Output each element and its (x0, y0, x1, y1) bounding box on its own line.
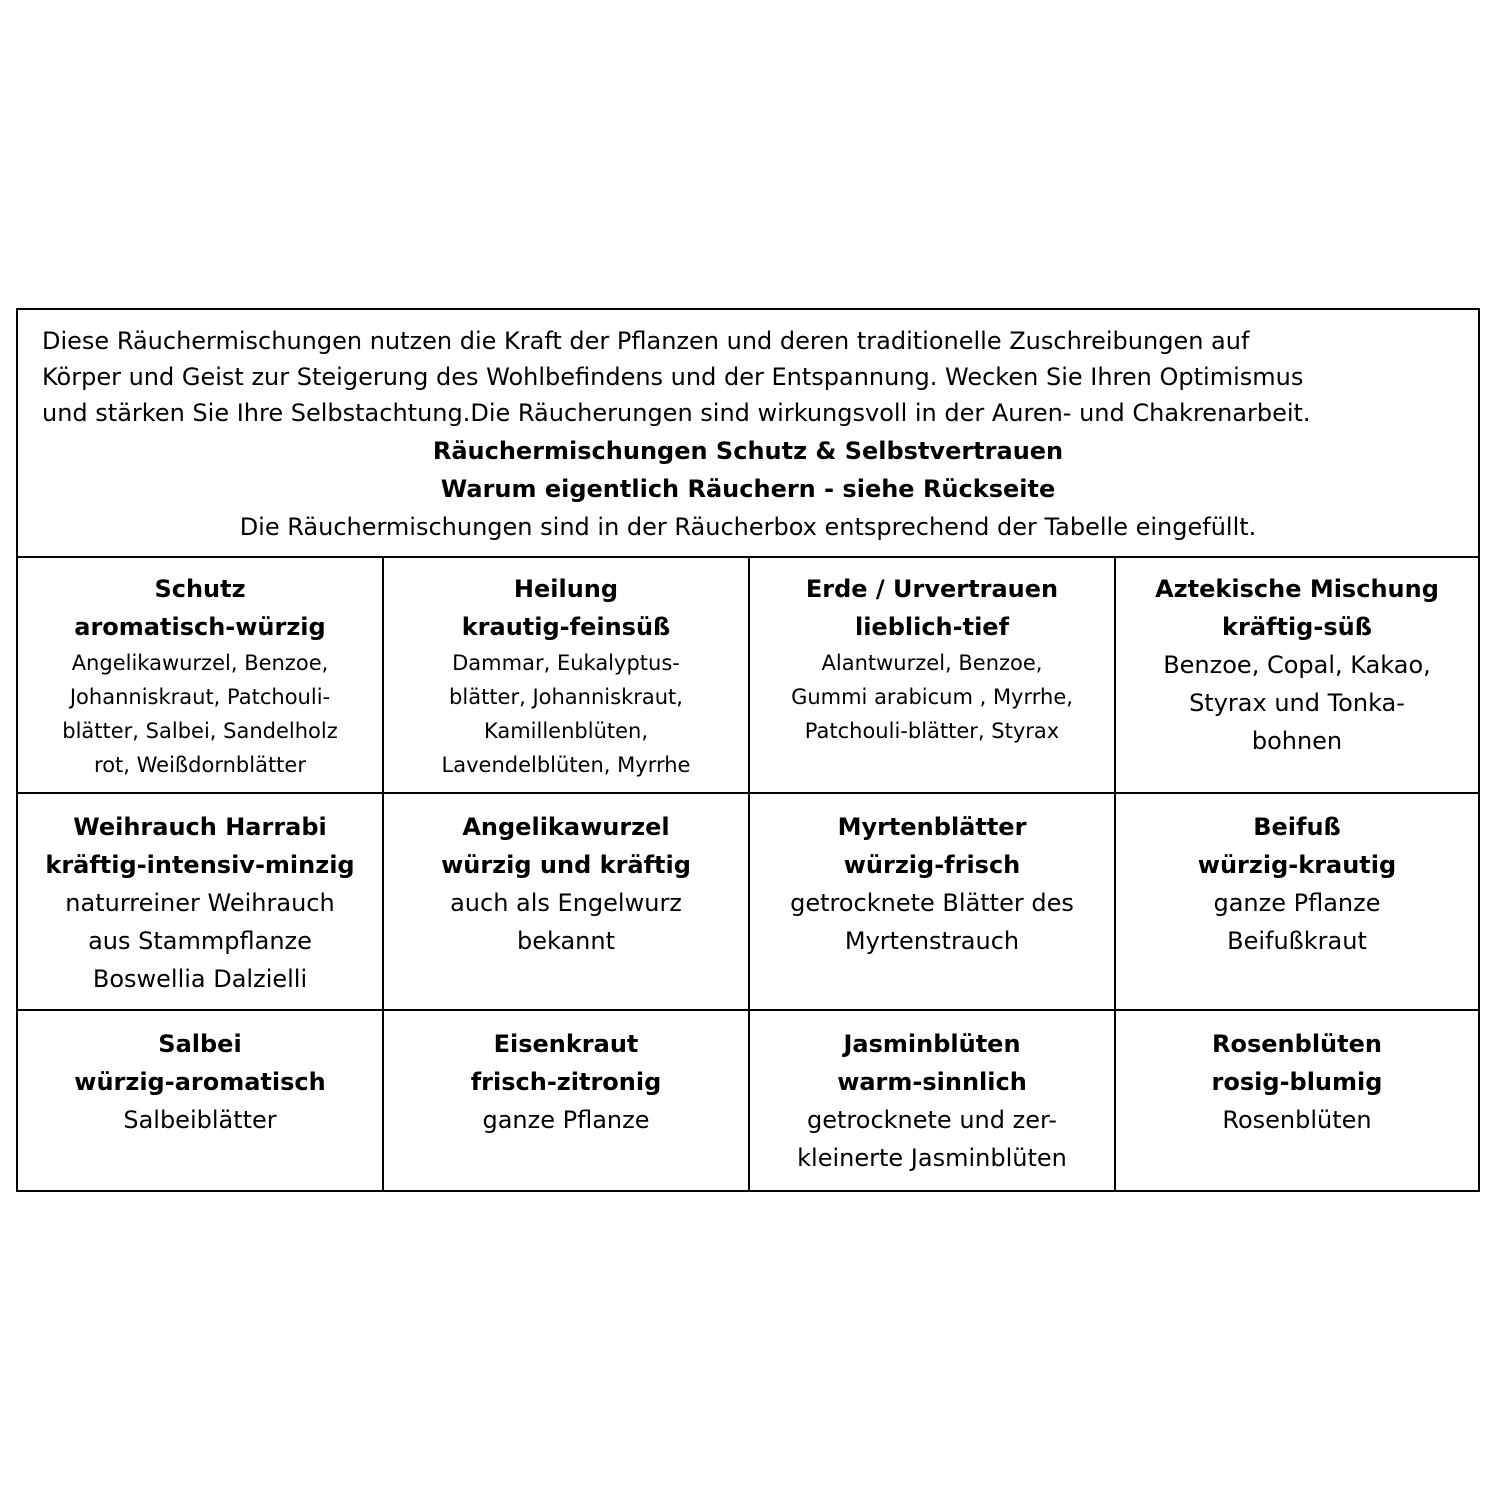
cell-ingredients: Dammar, Eukalyptus- blätter, Johanniskraut, Kamillenblüten, Lavendelblüten, Myrrhe (441, 651, 691, 777)
cell-scent: würzig-aromatisch (74, 1068, 326, 1096)
cell-scent: warm-sinnlich (837, 1068, 1027, 1096)
incense-table (18, 556, 1478, 1190)
cell-name: Jasminblüten (843, 1030, 1021, 1058)
cell-name: Angelikawurzel (462, 813, 670, 841)
table-cell-aztekische-mischung (1116, 556, 1478, 794)
cell-scent: kräftig-intensiv-minzig (45, 851, 355, 879)
cell-name: Erde / Urvertrauen (805, 575, 1059, 603)
cell-name: Heilung (513, 575, 619, 603)
table-cell-erde-urvertrauen (750, 556, 1116, 794)
cell-name: Weihrauch Harrabi (73, 813, 327, 841)
heading-protection-confidence: Räuchermischungen Schutz & Selbstvertrauen (432, 437, 1064, 465)
cell-ingredients: getrocknete und zer- kleinerte Jasminblüten (797, 1106, 1067, 1172)
cell-ingredients: Angelikawurzel, Benzoe, Johanniskraut, Patchouli- blätter, Salbei, Sandelholz rot, Weißdornblätter (62, 651, 338, 777)
cell-ingredients: Benzoe, Copal, Kakao, Styrax und Tonka- bohnen (1163, 651, 1431, 755)
cell-scent: aromatisch-würzig (74, 613, 326, 641)
cell-ingredients: Salbeiblätter (123, 1106, 277, 1134)
intro-section (18, 310, 1478, 558)
cell-name: Beifuß (1253, 813, 1341, 841)
table-cell-angelikawurzel (384, 794, 750, 1011)
heading-why-incense: Warum eigentlich Räuchern - siehe Rückseite (440, 475, 1056, 503)
table-cell-weihrauch-harrabi (18, 794, 384, 1011)
cell-name: Myrtenblätter (837, 813, 1027, 841)
cell-scent: frisch-zitronig (470, 1068, 662, 1096)
product-info-sheet (16, 308, 1480, 1192)
table-cell-salbei (18, 1011, 384, 1190)
table-cell-rosenblueten (1116, 1011, 1478, 1190)
table-cell-schutz (18, 556, 384, 794)
filling-note: Die Räuchermischungen sind in der Räucherbox entsprechend der Tabelle eingefüllt. (239, 513, 1257, 541)
cell-ingredients: Alantwurzel, Benzoe, Gummi arabicum , Myrrhe, Patchouli-blätter, Styrax (791, 651, 1073, 743)
cell-ingredients: Rosenblüten (1222, 1106, 1372, 1134)
cell-ingredients: ganze Pflanze (482, 1106, 650, 1134)
cell-scent: rosig-blumig (1211, 1068, 1383, 1096)
cell-scent: lieblich-tief (854, 613, 1010, 641)
cell-name: Aztekische Mischung (1155, 575, 1439, 603)
table-cell-eisenkraut (384, 1011, 750, 1190)
cell-ingredients: auch als Engelwurz bekannt (450, 889, 682, 955)
cell-name: Salbei (158, 1030, 242, 1058)
cell-ingredients: getrocknete Blätter des Myrtenstrauch (790, 889, 1074, 955)
cell-scent: würzig-krautig (1197, 851, 1397, 879)
cell-name: Schutz (154, 575, 246, 603)
table-cell-myrtenblaetter (750, 794, 1116, 1011)
table-cell-heilung (384, 556, 750, 794)
table-cell-beifuss (1116, 794, 1478, 1011)
cell-ingredients: naturreiner Weihrauch aus Stammpflanze Boswellia Dalzielli (65, 889, 335, 993)
cell-ingredients: ganze Pflanze Beifußkraut (1213, 889, 1381, 955)
cell-scent: würzig-frisch (843, 851, 1021, 879)
cell-scent: kräftig-süß (1222, 613, 1372, 641)
cell-name: Rosenblüten (1212, 1030, 1382, 1058)
cell-scent: würzig und kräftig (441, 851, 691, 879)
intro-paragraph: Diese Räuchermischungen nutzen die Kraft der Pflanzen und deren traditionelle Zuschreibungen auf Körper und Geist zur Steigerung des Wohlbefindens und der Entspannung. Wecken Sie Ihren Optimismus und stärken Sie Ihre Selbstachtung.Die Räucherungen sind wirkungsvoll in der Auren- und Chakrenarbeit. (42, 327, 1311, 427)
cell-name: Eisenkraut (493, 1030, 639, 1058)
cell-scent: krautig-feinsüß (461, 613, 671, 641)
table-cell-jasminblueten (750, 1011, 1116, 1190)
